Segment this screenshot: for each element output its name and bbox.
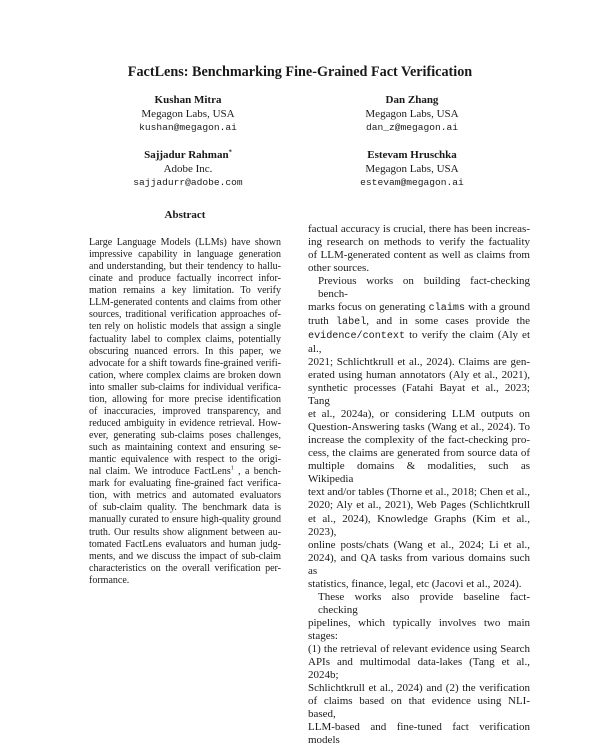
author-block xyxy=(88,93,288,135)
author-name xyxy=(88,93,288,107)
text-segment: tomated FactLens evaluators and human judg- xyxy=(89,539,281,550)
text-line xyxy=(308,382,530,408)
text-line xyxy=(89,490,281,502)
text-segment: characteristics on the overall verification per- xyxy=(89,563,281,574)
text-line xyxy=(308,447,530,460)
text-segment: APIs and multimodal data-lakes (Tang et al., 2024b; xyxy=(308,656,530,681)
author-affiliation: Megagon Labs, USA xyxy=(312,162,512,176)
text-segment: nal claim. We introduce FactLens xyxy=(89,466,231,477)
text-segment: Previous works on building fact-checking bench- xyxy=(318,275,530,300)
author-email[interactable]: kushan@megagon.ai xyxy=(88,121,288,135)
text-line xyxy=(308,682,530,695)
text-line xyxy=(89,563,281,575)
text-segment: increase the complexity of the fact-checking pro- xyxy=(308,434,530,446)
text-line xyxy=(308,262,530,275)
footnote-marker[interactable]: 1 xyxy=(231,466,234,472)
text-line xyxy=(308,421,530,434)
text-line xyxy=(89,394,281,406)
introduction-body-text xyxy=(308,223,530,747)
text-line xyxy=(89,321,281,333)
text-segment: sources, traditional verification approaches of- xyxy=(89,309,281,320)
author-email[interactable]: estevam@megagon.ai xyxy=(312,176,512,190)
text-line xyxy=(308,656,530,682)
text-line xyxy=(308,329,530,356)
text-segment: truth. Our results show alignment between au- xyxy=(89,527,281,538)
text-segment: ments, and we discuss the impact of sub-claim xyxy=(89,551,281,562)
inline-code: label xyxy=(336,317,366,328)
text-segment: pipelines, which typically involves two main stages: xyxy=(308,617,530,642)
text-line xyxy=(89,551,281,563)
text-segment: mark for evaluating fine-grained fact verifica- xyxy=(89,478,281,489)
text-line xyxy=(308,434,530,447)
text-line xyxy=(308,249,530,262)
text-line xyxy=(308,301,530,315)
text-segment: factual accuracy is crucial, there has been increas- xyxy=(308,223,530,235)
text-segment: LLM-generated contents and claims from other xyxy=(89,297,281,308)
text-line xyxy=(89,514,281,526)
text-line xyxy=(89,406,281,418)
text-segment: (1) the retrieval of relevant evidence using Search xyxy=(308,643,530,655)
author-affiliation: Megagon Labs, USA xyxy=(312,107,512,121)
author-name-text: Sajjadur Rahman xyxy=(144,149,228,161)
text-segment: other sources. xyxy=(308,262,369,274)
text-line xyxy=(308,513,530,539)
text-segment: marks focus on generating xyxy=(308,301,429,313)
text-segment: , a bench- xyxy=(234,466,281,477)
text-segment: with a ground xyxy=(465,301,530,313)
inline-code: evidence/context xyxy=(308,331,405,342)
text-segment: , and in some cases provide the xyxy=(366,315,530,327)
inline-code: claims xyxy=(429,303,465,314)
text-line xyxy=(89,249,281,261)
author-email[interactable]: sajjadurr@adobe.com xyxy=(88,176,288,190)
text-segment: Schlichtkrull et al., 2024) and (2) the verification xyxy=(308,682,530,694)
text-segment: mantic equivalence with respect to the origi- xyxy=(89,454,281,465)
text-line xyxy=(308,643,530,656)
text-line xyxy=(89,273,281,285)
author-block xyxy=(312,93,512,135)
text-segment: formance. xyxy=(89,575,129,586)
text-segment: tion, with metrics and automated evaluators xyxy=(89,490,281,501)
text-segment: impressive capability in language generation xyxy=(89,249,281,260)
paper-title: FactLens: Benchmarking Fine-Grained Fact Verification xyxy=(0,64,600,81)
text-line xyxy=(89,370,281,382)
text-segment: cation, where complex claims are broken down xyxy=(89,370,281,381)
text-line xyxy=(308,223,530,236)
text-segment: erated using human annotators (Aly et al., 2021), xyxy=(308,369,530,381)
text-segment: 2020; Aly et al., 2021), Web Pages (Schlichtkrull xyxy=(308,499,530,511)
text-segment: cinate and produce factually incorrect infor- xyxy=(89,273,281,284)
text-line xyxy=(89,346,281,358)
text-line xyxy=(89,442,281,454)
text-line xyxy=(308,617,530,643)
text-segment: mation remains a key limitation. To verify xyxy=(89,285,281,296)
text-line xyxy=(308,236,530,249)
text-segment: and understanding, but their tendency to hallu- xyxy=(89,261,281,272)
text-line xyxy=(308,578,530,591)
abstract-heading: Abstract xyxy=(89,209,281,221)
text-segment: to verify the claim (Aly et al., xyxy=(308,329,530,355)
text-line xyxy=(308,369,530,382)
text-segment: ever, generating sub-claims poses challenges, xyxy=(89,430,281,441)
text-segment: Large Language Models (LLMs) have shown xyxy=(89,237,281,248)
author-name-text: Estevam Hruschka xyxy=(367,149,457,161)
text-line xyxy=(89,539,281,551)
text-segment: of LLM-generated content as well as claims from xyxy=(308,249,530,261)
author-block xyxy=(312,148,512,190)
text-line xyxy=(89,285,281,297)
text-line xyxy=(89,430,281,442)
text-line xyxy=(308,315,530,329)
text-segment: truth xyxy=(308,315,336,327)
abstract-text xyxy=(89,237,281,587)
text-line xyxy=(308,499,530,512)
text-segment: into smaller sub-claims for individual verifica- xyxy=(89,382,281,393)
text-line xyxy=(89,454,281,466)
text-segment: et al., 2024), Knowledge Graphs (Kim et al., 2023), xyxy=(308,513,530,538)
text-line xyxy=(308,539,530,552)
text-segment: et al., 2024a), or considering LLM outputs on xyxy=(308,408,530,420)
text-line xyxy=(308,695,530,721)
text-line xyxy=(89,334,281,346)
author-name xyxy=(88,148,288,162)
text-segment: Question-Answering tasks (Wang et al., 2024). To xyxy=(308,421,530,433)
author-affiliation: Megagon Labs, USA xyxy=(88,107,288,121)
text-segment: These works also provide baseline fact-checking xyxy=(318,591,530,616)
text-line xyxy=(89,309,281,321)
text-line xyxy=(89,261,281,273)
text-line xyxy=(308,408,530,421)
text-line xyxy=(89,237,281,249)
text-line xyxy=(308,486,530,499)
text-segment: tion, allowing for more precise identification xyxy=(89,394,281,405)
text-segment: factuality label to complex claims, potentially xyxy=(89,334,281,345)
text-segment: of claims based on that evidence using NLI-based, xyxy=(308,695,530,720)
text-segment: cess, the claims are generated from source data of xyxy=(308,447,530,459)
text-segment: manually curated to ensure high-quality ground xyxy=(89,514,281,525)
text-segment: LLM-based and fine-tuned fact verification models xyxy=(308,721,530,746)
text-line xyxy=(89,478,281,490)
text-line xyxy=(89,502,281,514)
text-line xyxy=(89,527,281,539)
author-footnote-mark: * xyxy=(229,148,232,155)
author-name xyxy=(312,93,512,107)
author-name-text: Kushan Mitra xyxy=(155,94,222,106)
author-block xyxy=(88,148,288,190)
text-line xyxy=(308,721,530,747)
text-segment: synthetic processes (Fatahi Bayat et al., 2023; Tang xyxy=(308,382,530,407)
text-line xyxy=(89,382,281,394)
text-segment: 2021; Schlichtkrull et al., 2024). Claims are gen- xyxy=(308,356,530,368)
text-line xyxy=(308,591,530,617)
text-segment: reduced ambiguity in evidence retrieval. How- xyxy=(89,418,281,429)
text-segment: advocate for a shift towards fine-grained verifi- xyxy=(89,358,281,369)
text-segment: obscuring nuanced errors. In this paper, we xyxy=(89,346,281,357)
text-segment: ten rely on holistic models that assign a single xyxy=(89,321,281,332)
text-line xyxy=(308,275,530,301)
text-segment: of sub-claim quality. The benchmark data is xyxy=(89,502,281,513)
text-segment: of inaccuracies, improved transparency, and xyxy=(89,406,281,417)
text-segment: ing research on methods to verify the factuality xyxy=(308,236,530,248)
text-segment: statistics, finance, legal, etc (Jacovi et al., 2024). xyxy=(308,578,522,590)
text-segment: multiple domains & modalities, such as Wikipedia xyxy=(308,460,530,485)
text-segment: online posts/chats (Wang et al., 2024; Li et al., xyxy=(308,539,530,551)
text-line xyxy=(89,297,281,309)
text-segment: text and/or tables (Thorne et al., 2018; Chen et al., xyxy=(308,486,530,498)
author-name xyxy=(312,148,512,162)
text-line xyxy=(89,575,281,587)
text-segment: such as maintaining context and ensuring se- xyxy=(89,442,281,453)
author-name-text: Dan Zhang xyxy=(386,94,439,106)
author-affiliation: Adobe Inc. xyxy=(88,162,288,176)
text-line xyxy=(89,358,281,370)
text-line xyxy=(308,552,530,578)
text-line xyxy=(89,418,281,430)
text-line xyxy=(308,356,530,369)
author-email[interactable]: dan_z@megagon.ai xyxy=(312,121,512,135)
text-line xyxy=(308,460,530,486)
text-segment: 2024), and QA tasks from various domains such as xyxy=(308,552,530,577)
text-line xyxy=(89,466,281,478)
